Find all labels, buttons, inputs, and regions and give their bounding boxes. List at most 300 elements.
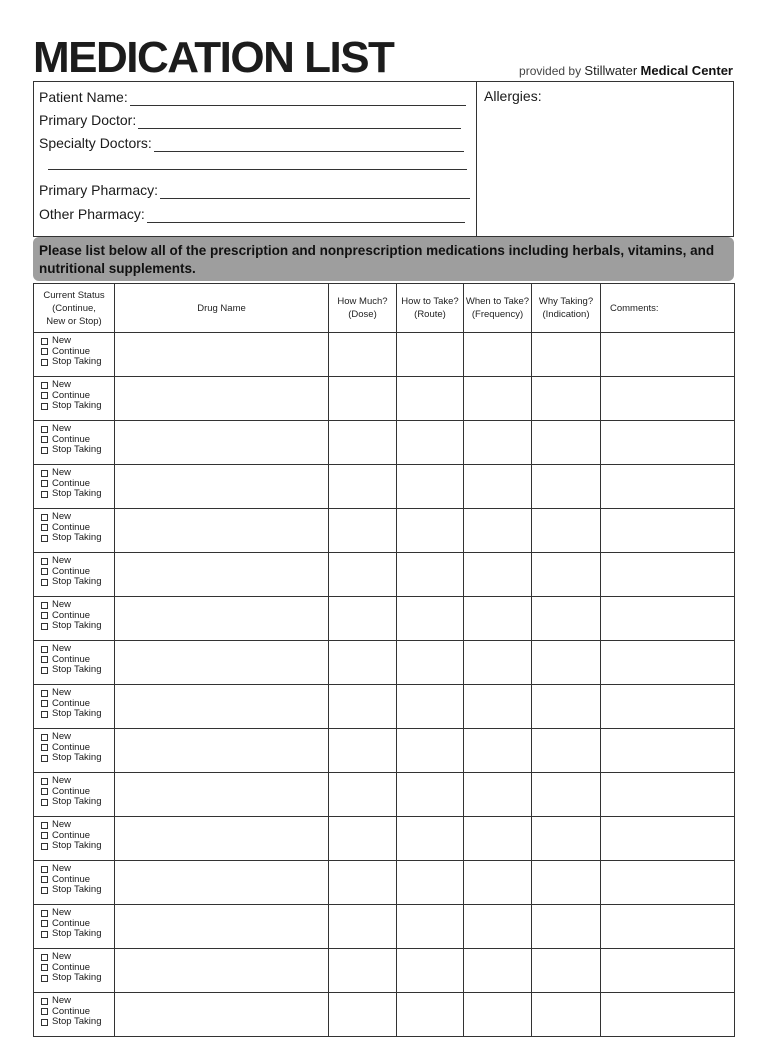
status-option[interactable] — [41, 577, 114, 588]
status-option-label: Stop Taking — [52, 708, 102, 719]
status-option[interactable] — [41, 929, 114, 940]
status-option-label: Continue — [52, 961, 91, 973]
medication-rows — [34, 333, 735, 1037]
table-row — [34, 949, 735, 993]
table-row — [34, 641, 735, 685]
dose-cell[interactable] — [329, 465, 397, 509]
status-option[interactable] — [41, 533, 114, 544]
status-option-label: Continue — [52, 653, 91, 665]
header-current-status — [34, 284, 115, 333]
brand-name-bold: Medical Center — [640, 63, 733, 78]
table-row — [34, 597, 735, 641]
indication-cell[interactable] — [532, 949, 601, 993]
checkbox-icon[interactable] — [41, 447, 48, 454]
drug-name-cell[interactable] — [115, 333, 329, 377]
status-option[interactable] — [41, 489, 114, 500]
status-option-label: New — [52, 467, 72, 478]
header-comments: Comments: — [601, 284, 735, 333]
checkbox-icon[interactable] — [41, 359, 48, 366]
other-pharmacy-line[interactable] — [147, 209, 465, 223]
status-option[interactable] — [41, 709, 114, 720]
patient-name-line[interactable] — [130, 92, 466, 106]
status-option-label: Stop Taking — [52, 840, 102, 851]
medication-table — [33, 283, 735, 1037]
checkbox-icon[interactable] — [41, 822, 48, 829]
checkbox-icon[interactable] — [41, 602, 48, 609]
header-status-line: Current Status — [43, 289, 105, 301]
status-option-label: Stop Taking — [52, 1016, 102, 1027]
frequency-cell[interactable] — [464, 729, 532, 773]
drug-name-cell[interactable] — [115, 465, 329, 509]
status-option[interactable] — [41, 665, 114, 676]
header-indication — [532, 284, 601, 333]
status-option[interactable] — [41, 621, 114, 632]
route-cell[interactable] — [397, 597, 464, 641]
instructions-banner: Please list below all of the prescription and nonprescription medications including herbals, vitamins, and nutritional supplements. — [33, 237, 734, 281]
status-option-label: New — [52, 951, 72, 962]
header-dose — [329, 284, 397, 333]
status-option-label: New — [52, 423, 72, 434]
drug-name-cell[interactable] — [115, 509, 329, 553]
status-option-label: Stop Taking — [52, 796, 102, 807]
specialty-doctors-field[interactable] — [39, 134, 464, 152]
dose-cell[interactable] — [329, 641, 397, 685]
dose-cell[interactable] — [329, 817, 397, 861]
status-option-label: Continue — [52, 785, 91, 797]
status-option[interactable] — [41, 357, 114, 368]
provider-credit — [519, 63, 733, 78]
status-option-label: Stop Taking — [52, 752, 102, 763]
header-status-line: (Continue, — [52, 302, 96, 314]
checkbox-icon[interactable] — [41, 755, 48, 762]
frequency-cell[interactable] — [464, 377, 532, 421]
checkbox-icon[interactable] — [41, 436, 48, 443]
route-cell[interactable] — [397, 377, 464, 421]
frequency-cell[interactable] — [464, 993, 532, 1037]
frequency-cell[interactable] — [464, 949, 532, 993]
status-cell — [34, 861, 115, 905]
drug-name-cell[interactable] — [115, 421, 329, 465]
status-option[interactable] — [41, 556, 114, 567]
comments-cell[interactable] — [601, 729, 735, 773]
checkbox-icon[interactable] — [41, 998, 48, 1005]
status-option[interactable] — [41, 820, 114, 831]
comments-cell[interactable] — [601, 861, 735, 905]
checkbox-icon[interactable] — [41, 612, 48, 619]
header-route-line: (Route) — [414, 309, 446, 320]
checkbox-icon[interactable] — [41, 876, 48, 883]
dose-cell[interactable] — [329, 773, 397, 817]
patient-info-box — [33, 81, 734, 237]
header-route-line: How to Take? — [401, 296, 459, 307]
table-row — [34, 685, 735, 729]
checkbox-icon[interactable] — [41, 778, 48, 785]
header-indication-line: (Indication) — [542, 309, 590, 320]
drug-name-cell[interactable] — [115, 729, 329, 773]
comments-cell[interactable] — [601, 509, 735, 553]
drug-name-cell[interactable] — [115, 817, 329, 861]
dose-cell[interactable] — [329, 553, 397, 597]
status-option-label: New — [52, 995, 72, 1006]
status-option-label: Stop Taking — [52, 400, 102, 411]
dose-cell[interactable] — [329, 509, 397, 553]
comments-cell[interactable] — [601, 905, 735, 949]
status-cell — [34, 597, 115, 641]
status-option-label: New — [52, 599, 72, 610]
status-option-label: Continue — [52, 741, 91, 753]
route-cell[interactable] — [397, 773, 464, 817]
checkbox-icon[interactable] — [41, 403, 48, 410]
status-option-label: Continue — [52, 345, 91, 357]
checkbox-icon[interactable] — [41, 866, 48, 873]
status-option[interactable] — [41, 380, 114, 391]
status-option[interactable] — [41, 445, 114, 456]
indication-cell[interactable] — [532, 817, 601, 861]
route-cell[interactable] — [397, 465, 464, 509]
route-cell[interactable] — [397, 729, 464, 773]
dose-cell[interactable] — [329, 905, 397, 949]
table-row — [34, 421, 735, 465]
checkbox-icon[interactable] — [41, 734, 48, 741]
table-row — [34, 377, 735, 421]
route-cell[interactable] — [397, 861, 464, 905]
header-dose-line: How Much? — [337, 296, 388, 307]
status-option-label: Stop Taking — [52, 488, 102, 499]
status-option[interactable] — [41, 973, 114, 984]
status-option[interactable] — [41, 644, 114, 655]
checkbox-icon[interactable] — [41, 514, 48, 521]
table-row — [34, 333, 735, 377]
status-cell — [34, 553, 115, 597]
indication-cell[interactable] — [532, 993, 601, 1037]
brand-name-light: Stillwater — [584, 63, 638, 78]
comments-cell[interactable] — [601, 333, 735, 377]
dose-cell[interactable] — [329, 993, 397, 1037]
route-cell[interactable] — [397, 905, 464, 949]
drug-name-cell[interactable] — [115, 641, 329, 685]
checkbox-icon[interactable] — [41, 348, 48, 355]
frequency-cell[interactable] — [464, 817, 532, 861]
status-option-label: Continue — [52, 917, 91, 929]
status-option[interactable] — [41, 885, 114, 896]
patient-name-label: Patient Name: — [39, 89, 128, 105]
status-option-label: Continue — [52, 521, 91, 533]
checkbox-icon[interactable] — [41, 964, 48, 971]
status-option-label: Continue — [52, 389, 91, 401]
status-option-label: New — [52, 687, 72, 698]
frequency-cell[interactable] — [464, 597, 532, 641]
status-option-label: Stop Taking — [52, 532, 102, 543]
checkbox-icon[interactable] — [41, 887, 48, 894]
primary-doctor-line[interactable] — [138, 115, 461, 129]
route-cell[interactable] — [397, 949, 464, 993]
checkbox-icon[interactable] — [41, 338, 48, 345]
status-cell — [34, 905, 115, 949]
drug-name-cell[interactable] — [115, 685, 329, 729]
indication-cell[interactable] — [532, 729, 601, 773]
frequency-cell[interactable] — [464, 861, 532, 905]
status-option[interactable] — [41, 401, 114, 412]
status-option-label: Stop Taking — [52, 620, 102, 631]
dose-cell[interactable] — [329, 729, 397, 773]
status-option[interactable] — [41, 424, 114, 435]
status-option-label: New — [52, 731, 72, 742]
checkbox-icon[interactable] — [41, 392, 48, 399]
status-option[interactable] — [41, 776, 114, 787]
dose-cell[interactable] — [329, 333, 397, 377]
drug-name-cell[interactable] — [115, 993, 329, 1037]
comments-cell[interactable] — [601, 685, 735, 729]
checkbox-icon[interactable] — [41, 524, 48, 531]
table-row — [34, 773, 735, 817]
comments-cell[interactable] — [601, 377, 735, 421]
status-option-label: Continue — [52, 873, 91, 885]
status-option-label: Stop Taking — [52, 972, 102, 983]
checkbox-icon[interactable] — [41, 382, 48, 389]
checkbox-icon[interactable] — [41, 832, 48, 839]
checkbox-icon[interactable] — [41, 480, 48, 487]
header-indication-line: Why Taking? — [538, 296, 594, 307]
header-route — [397, 284, 464, 333]
status-cell — [34, 641, 115, 685]
table-row — [34, 509, 735, 553]
dose-cell[interactable] — [329, 421, 397, 465]
status-option[interactable] — [41, 732, 114, 743]
checkbox-icon[interactable] — [41, 799, 48, 806]
status-cell — [34, 509, 115, 553]
indication-cell[interactable] — [532, 685, 601, 729]
primary-doctor-label: Primary Doctor: — [39, 112, 137, 128]
allergies-label: Allergies: — [484, 88, 542, 104]
indication-cell[interactable] — [532, 641, 601, 685]
frequency-cell[interactable] — [464, 333, 532, 377]
header-drug-name: Drug Name — [115, 284, 329, 333]
status-option-label: Continue — [52, 477, 91, 489]
status-option-label: New — [52, 775, 72, 786]
checkbox-icon[interactable] — [41, 535, 48, 542]
status-option-label: New — [52, 555, 72, 566]
status-option-label: New — [52, 511, 72, 522]
indication-cell[interactable] — [532, 773, 601, 817]
status-option[interactable] — [41, 952, 114, 963]
specialty-doctors-extra-line[interactable] — [48, 169, 467, 170]
header-frequency — [464, 284, 532, 333]
drug-name-cell[interactable] — [115, 773, 329, 817]
checkbox-icon[interactable] — [41, 1019, 48, 1026]
status-cell — [34, 685, 115, 729]
status-option[interactable] — [41, 908, 114, 919]
status-cell — [34, 949, 115, 993]
comments-cell[interactable] — [601, 773, 735, 817]
checkbox-icon[interactable] — [41, 656, 48, 663]
indication-cell[interactable] — [532, 553, 601, 597]
checkbox-icon[interactable] — [41, 920, 48, 927]
comments-cell[interactable] — [601, 949, 735, 993]
patient-info-fields — [34, 82, 477, 236]
table-row — [34, 817, 735, 861]
dose-cell[interactable] — [329, 949, 397, 993]
frequency-cell[interactable] — [464, 465, 532, 509]
primary-pharmacy-field[interactable] — [39, 181, 470, 199]
status-option-label: Continue — [52, 433, 91, 445]
drug-name-cell[interactable] — [115, 905, 329, 949]
status-option-label: Stop Taking — [52, 884, 102, 895]
route-cell[interactable] — [397, 685, 464, 729]
frequency-cell[interactable] — [464, 773, 532, 817]
frequency-cell[interactable] — [464, 685, 532, 729]
status-option-label: Stop Taking — [52, 444, 102, 455]
checkbox-icon[interactable] — [41, 931, 48, 938]
provided-by-prefix: provided by — [519, 64, 582, 78]
comments-cell[interactable] — [601, 465, 735, 509]
status-option-label: Stop Taking — [52, 356, 102, 367]
status-option-label: New — [52, 643, 72, 654]
primary-pharmacy-label: Primary Pharmacy: — [39, 182, 159, 198]
dose-cell[interactable] — [329, 597, 397, 641]
checkbox-icon[interactable] — [41, 491, 48, 498]
indication-cell[interactable] — [532, 465, 601, 509]
route-cell[interactable] — [397, 509, 464, 553]
table-row — [34, 465, 735, 509]
checkbox-icon[interactable] — [41, 690, 48, 697]
route-cell[interactable] — [397, 333, 464, 377]
checkbox-icon[interactable] — [41, 700, 48, 707]
frequency-cell[interactable] — [464, 421, 532, 465]
comments-cell[interactable] — [601, 553, 735, 597]
dose-cell[interactable] — [329, 685, 397, 729]
dose-cell[interactable] — [329, 861, 397, 905]
status-option-label: Stop Taking — [52, 576, 102, 587]
indication-cell[interactable] — [532, 377, 601, 421]
route-cell[interactable] — [397, 641, 464, 685]
other-pharmacy-label: Other Pharmacy: — [39, 206, 145, 222]
checkbox-icon[interactable] — [41, 568, 48, 575]
patient-name-field[interactable] — [39, 88, 466, 106]
status-option[interactable] — [41, 1017, 114, 1028]
status-option-label: Continue — [52, 829, 91, 841]
frequency-cell[interactable] — [464, 553, 532, 597]
checkbox-icon[interactable] — [41, 975, 48, 982]
status-option[interactable] — [41, 797, 114, 808]
status-option-label: Stop Taking — [52, 664, 102, 675]
status-option[interactable] — [41, 600, 114, 611]
primary-doctor-field[interactable] — [39, 111, 461, 129]
checkbox-icon[interactable] — [41, 1008, 48, 1015]
table-row — [34, 905, 735, 949]
status-cell — [34, 377, 115, 421]
status-option[interactable] — [41, 512, 114, 523]
route-cell[interactable] — [397, 993, 464, 1037]
status-option[interactable] — [41, 996, 114, 1007]
specialty-doctors-line[interactable] — [154, 138, 464, 152]
status-option[interactable] — [41, 753, 114, 764]
drug-name-cell[interactable] — [115, 597, 329, 641]
drug-name-cell[interactable] — [115, 861, 329, 905]
status-option[interactable] — [41, 336, 114, 347]
header-frequency-line: (Frequency) — [471, 309, 524, 320]
comments-cell[interactable] — [601, 817, 735, 861]
checkbox-icon[interactable] — [41, 470, 48, 477]
primary-pharmacy-line[interactable] — [160, 185, 470, 199]
checkbox-icon[interactable] — [41, 954, 48, 961]
status-option-label: Stop Taking — [52, 928, 102, 939]
indication-cell[interactable] — [532, 905, 601, 949]
status-option-label: New — [52, 907, 72, 918]
route-cell[interactable] — [397, 817, 464, 861]
checkbox-icon[interactable] — [41, 744, 48, 751]
status-cell — [34, 333, 115, 377]
status-option-label: New — [52, 819, 72, 830]
checkbox-icon[interactable] — [41, 623, 48, 630]
checkbox-icon[interactable] — [41, 579, 48, 586]
specialty-doctors-label: Specialty Doctors: — [39, 135, 152, 151]
comments-cell[interactable] — [601, 597, 735, 641]
status-option-label: New — [52, 335, 72, 346]
comments-cell[interactable] — [601, 641, 735, 685]
status-cell — [34, 993, 115, 1037]
status-option-label: New — [52, 863, 72, 874]
route-cell[interactable] — [397, 553, 464, 597]
status-cell — [34, 773, 115, 817]
table-row — [34, 861, 735, 905]
comments-cell[interactable] — [601, 421, 735, 465]
header-dose-line: (Dose) — [348, 309, 377, 320]
status-cell — [34, 729, 115, 773]
drug-name-cell[interactable] — [115, 553, 329, 597]
indication-cell[interactable] — [532, 509, 601, 553]
status-option-label: Continue — [52, 565, 91, 577]
checkbox-icon[interactable] — [41, 558, 48, 565]
checkbox-icon[interactable] — [41, 788, 48, 795]
frequency-cell[interactable] — [464, 641, 532, 685]
status-option-label: New — [52, 379, 72, 390]
checkbox-icon[interactable] — [41, 426, 48, 433]
frequency-cell[interactable] — [464, 905, 532, 949]
route-cell[interactable] — [397, 421, 464, 465]
table-row — [34, 993, 735, 1037]
checkbox-icon[interactable] — [41, 646, 48, 653]
status-option-label: Continue — [52, 697, 91, 709]
drug-name-cell[interactable] — [115, 949, 329, 993]
checkbox-icon[interactable] — [41, 843, 48, 850]
checkbox-icon[interactable] — [41, 711, 48, 718]
indication-cell[interactable] — [532, 421, 601, 465]
status-cell — [34, 421, 115, 465]
status-option[interactable] — [41, 468, 114, 479]
status-option-label: Continue — [52, 1005, 91, 1017]
status-option[interactable] — [41, 688, 114, 699]
comments-cell[interactable] — [601, 993, 735, 1037]
status-cell — [34, 817, 115, 861]
indication-cell[interactable] — [532, 861, 601, 905]
indication-cell[interactable] — [532, 597, 601, 641]
status-option[interactable] — [41, 864, 114, 875]
other-pharmacy-field[interactable] — [39, 205, 465, 223]
drug-name-cell[interactable] — [115, 377, 329, 421]
dose-cell[interactable] — [329, 377, 397, 421]
checkbox-icon[interactable] — [41, 910, 48, 917]
table-header-row — [34, 284, 735, 333]
checkbox-icon[interactable] — [41, 667, 48, 674]
table-row — [34, 729, 735, 773]
status-option-label: Continue — [52, 609, 91, 621]
status-option[interactable] — [41, 841, 114, 852]
page-title: MEDICATION LIST — [33, 33, 394, 82]
frequency-cell[interactable] — [464, 509, 532, 553]
indication-cell[interactable] — [532, 333, 601, 377]
table-row — [34, 553, 735, 597]
header-frequency-line: When to Take? — [465, 296, 530, 307]
